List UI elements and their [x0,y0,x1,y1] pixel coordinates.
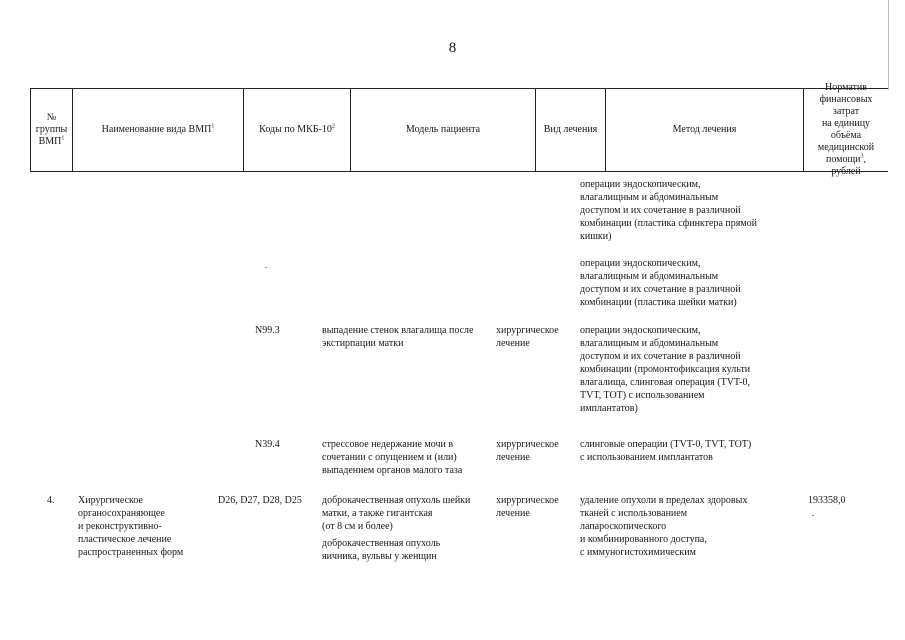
scan-speck [265,267,267,268]
financial-norm-cell: 193358,0 [808,495,846,506]
method-cell: слинговые операции (TVT-0, TVT, TOT) с использованием имплантатов [580,439,752,463]
header-treatment-type-label: Вид лечения [543,124,598,135]
vmp-name-cell: Хирургическое органосохраняющее и реконструктивно- пластическое лечение распространенных форм [78,495,184,558]
scan-speck [812,515,814,516]
patient-model-cell: выпадение стенок влагалища после экстирпации матки [322,325,474,349]
header-treatment-method [605,89,803,171]
table-header [30,82,888,177]
header-icd-codes-label: Коды по МКБ-10 [259,124,332,135]
patient-model-cell: доброкачественная опухоль шейки матки, а также гигантская (от 8 см и более) [322,495,471,532]
page-number: 8 [448,40,457,56]
group-number-cell: 4. [47,495,55,506]
icd-code-cell: N39.4 [255,439,280,450]
method-cell: операции эндоскопическим, влагалищным и абдоминальным доступом и их сочетание в различной комбинации (промонтофиксация культи влагалища, слинговая операция (TVT-0, TVT, TOT) с использованием имплантатов) [580,325,751,414]
icd-code-cell: D26, D27, D28, D25 [218,495,302,506]
method-cell: операции эндоскопическим, влагалищным и абдоминальным доступом и их сочетание в различной комбинации (пластика сфинктера прямой кишки) [580,179,758,242]
footnote-mark: 3 [860,153,864,160]
footnote-mark: 2 [331,123,335,130]
method-cell: удаление опухоли в пределах здоровых тканей с использованием лапароскопического и комбинированного доступа, с иммуногистохимическим [580,495,748,558]
footnote-mark: 1 [211,123,215,130]
header-financial-norm-unit: , рублей [831,154,867,177]
header-group-number [30,89,72,171]
header-financial-norm [803,82,888,177]
patient-model-cell: доброкачественная опухоль яичника, вульвы у женщин [322,538,441,562]
treatment-type-cell: хирургическое лечение [496,439,559,463]
patient-model-cell: стрессовое недержание мочи в сочетании с опущением и (или) выпадением органов малого таза [322,439,463,476]
header-patient-model-label: Модель пациента [405,124,481,135]
footnote-mark: 1 [61,135,65,142]
header-icd-codes [243,89,350,171]
header-patient-model [350,89,535,171]
header-treatment-method-label: Метод лечения [672,124,737,135]
header-vmp-name [72,89,243,171]
icd-code-cell: N99.3 [255,325,280,336]
header-vmp-name-label: Наименование вида ВМП [101,124,212,135]
header-group-number-label: № группы ВМП [35,112,68,147]
header-financial-norm-label: Норматив финансовых затрат на единицу объёма медицинской помощи [817,82,875,165]
treatment-type-cell: хирургическое лечение [496,495,559,519]
method-cell: операции эндоскопическим, влагалищным и абдоминальным доступом и их сочетание в различной комбинации (пластика шейки матки) [580,258,741,308]
header-treatment-type [535,89,605,171]
treatment-type-cell: хирургическое лечение [496,325,559,349]
page-edge-line [888,0,889,90]
